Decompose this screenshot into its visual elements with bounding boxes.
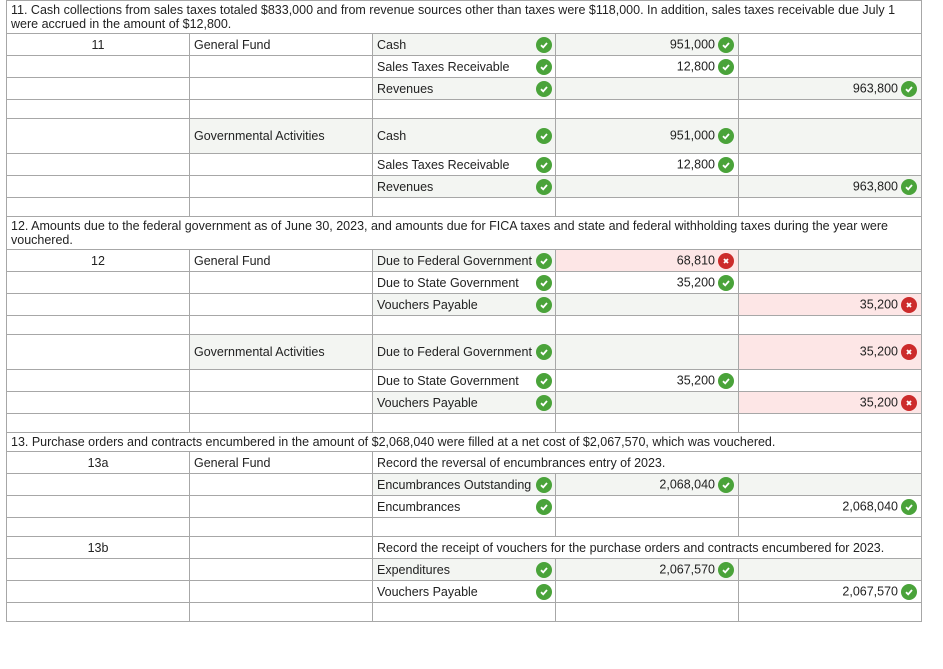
- debit-input[interactable]: [556, 603, 739, 622]
- debit-input[interactable]: [556, 78, 739, 100]
- credit-input[interactable]: [739, 316, 922, 335]
- check-circle-icon: [718, 37, 734, 53]
- empty-cell: [190, 474, 373, 496]
- account-select[interactable]: [373, 581, 556, 603]
- account-select[interactable]: [373, 392, 556, 414]
- empty-cell: [190, 56, 373, 78]
- debit-input[interactable]: [556, 370, 739, 392]
- check-circle-icon: [536, 395, 552, 411]
- debit-input[interactable]: [556, 34, 739, 56]
- credit-value: 35,200: [859, 296, 898, 311]
- empty-cell: [7, 518, 190, 537]
- empty-cell: [7, 154, 190, 176]
- debit-input[interactable]: [556, 581, 739, 603]
- check-circle-icon: [718, 477, 734, 493]
- debit-value: 35,200: [676, 372, 715, 387]
- debit-value: 2,067,570: [659, 561, 715, 576]
- empty-cell: [7, 78, 190, 100]
- account-select[interactable]: [373, 414, 556, 433]
- debit-input[interactable]: [556, 272, 739, 294]
- debit-input[interactable]: [556, 518, 739, 537]
- debit-value: 951,000: [669, 36, 715, 51]
- account-name: Sales Taxes Receivable: [377, 59, 510, 74]
- check-circle-icon: [718, 275, 734, 291]
- account-name: Due to State Government: [377, 275, 519, 290]
- account-name: Vouchers Payable: [377, 395, 478, 410]
- debit-input[interactable]: [556, 100, 739, 119]
- account-name: Due to Federal Government: [377, 345, 532, 359]
- question-12-row: [7, 217, 922, 250]
- account-name: Encumbrances: [377, 499, 461, 514]
- account-select[interactable]: [373, 603, 556, 622]
- account-name: Vouchers Payable: [377, 584, 478, 599]
- empty-cell: [7, 119, 190, 154]
- fund-label: General Fund: [190, 34, 373, 56]
- account-select[interactable]: [373, 474, 556, 496]
- check-circle-icon: [536, 584, 552, 600]
- debit-value: 68,810: [676, 252, 715, 267]
- debit-input[interactable]: [556, 316, 739, 335]
- debit-input[interactable]: [556, 496, 739, 518]
- credit-value: 963,800: [852, 80, 898, 95]
- entry-number: 11: [7, 34, 190, 56]
- credit-input[interactable]: [739, 603, 922, 622]
- account-select[interactable]: [373, 496, 556, 518]
- check-circle-icon: [901, 81, 917, 97]
- fund-label: General Fund: [190, 250, 373, 272]
- fund-label-text: Governmental Activities: [194, 128, 325, 143]
- account-select[interactable]: [373, 250, 556, 272]
- empty-cell: [7, 603, 190, 622]
- empty-cell: [7, 100, 190, 119]
- empty-cell: [7, 335, 190, 370]
- credit-input[interactable]: [739, 370, 922, 392]
- account-select[interactable]: [373, 370, 556, 392]
- debit-input[interactable]: [556, 250, 739, 272]
- check-circle-icon: [536, 128, 552, 144]
- account-select[interactable]: [373, 559, 556, 581]
- empty-cell: [7, 414, 190, 433]
- account-name: Revenues: [377, 179, 434, 194]
- entry-number: 13b: [7, 537, 190, 559]
- empty-cell: [190, 294, 373, 316]
- empty-cell: [7, 581, 190, 603]
- account-select[interactable]: [373, 78, 556, 100]
- account-select[interactable]: [373, 100, 556, 119]
- credit-input[interactable]: [739, 34, 922, 56]
- account-name: Due to Federal Government: [377, 253, 532, 268]
- credit-input[interactable]: [739, 176, 922, 198]
- x-circle-icon: [901, 297, 917, 313]
- question-11-row: [7, 1, 922, 34]
- empty-cell: [190, 392, 373, 414]
- credit-value: 2,067,570: [842, 583, 898, 598]
- account-name: Sales Taxes Receivable: [377, 157, 510, 172]
- empty-cell: [7, 392, 190, 414]
- check-circle-icon: [536, 157, 552, 173]
- account-select[interactable]: [373, 335, 556, 370]
- credit-input[interactable]: [739, 518, 922, 537]
- empty-cell: [190, 414, 373, 433]
- question-11-description: 11. Cash collections from sales taxes totaled $833,000 and from revenue sources other than taxes were $118,000. In addition, sales taxes receivable due July 1 were accrued in the amount of $12,800.: [7, 1, 922, 34]
- empty-cell: [190, 370, 373, 392]
- debit-value: 35,200: [676, 274, 715, 289]
- check-circle-icon: [536, 253, 552, 269]
- debit-input[interactable]: [556, 559, 739, 581]
- empty-cell: [7, 176, 190, 198]
- credit-input[interactable]: [739, 250, 922, 272]
- debit-input[interactable]: [556, 56, 739, 78]
- empty-cell: [190, 198, 373, 217]
- check-circle-icon: [536, 562, 552, 578]
- credit-input[interactable]: [739, 335, 922, 370]
- check-circle-icon: [718, 157, 734, 173]
- empty-cell: [190, 518, 373, 537]
- debit-input[interactable]: [556, 294, 739, 316]
- account-select[interactable]: [373, 198, 556, 217]
- fund-label-text: Governmental Activities: [194, 344, 325, 359]
- fund-label: [190, 335, 373, 370]
- credit-input[interactable]: [739, 559, 922, 581]
- debit-input[interactable]: [556, 176, 739, 198]
- credit-input[interactable]: [739, 581, 922, 603]
- account-select[interactable]: [373, 294, 556, 316]
- check-circle-icon: [536, 37, 552, 53]
- question-13-row: [7, 433, 922, 452]
- credit-input[interactable]: [739, 272, 922, 294]
- empty-cell: [190, 581, 373, 603]
- debit-value: 12,800: [676, 156, 715, 171]
- empty-cell: [7, 198, 190, 217]
- entry-note: Record the reversal of encumbrances entry of 2023.: [373, 452, 922, 474]
- debit-input[interactable]: [556, 335, 739, 370]
- empty-cell: [7, 370, 190, 392]
- check-circle-icon: [718, 128, 734, 144]
- check-circle-icon: [718, 59, 734, 75]
- check-circle-icon: [536, 477, 552, 493]
- empty-cell: [7, 294, 190, 316]
- credit-value: 2,068,040: [842, 498, 898, 513]
- check-circle-icon: [536, 344, 552, 360]
- empty-cell: [7, 316, 190, 335]
- check-circle-icon: [536, 59, 552, 75]
- question-12-description: 12. Amounts due to the federal government as of June 30, 2023, and amounts due for FICA taxes and state and federal withholding taxes during the year were vouchered.: [7, 217, 922, 250]
- credit-input[interactable]: [739, 56, 922, 78]
- credit-input[interactable]: [739, 294, 922, 316]
- entry-number: 12: [7, 250, 190, 272]
- x-circle-icon: [718, 253, 734, 269]
- credit-input[interactable]: [739, 154, 922, 176]
- credit-input[interactable]: [739, 392, 922, 414]
- check-circle-icon: [536, 81, 552, 97]
- account-name: Revenues: [377, 81, 434, 96]
- credit-value: 35,200: [859, 344, 898, 359]
- empty-cell: [7, 474, 190, 496]
- account-name: Vouchers Payable: [377, 297, 478, 312]
- check-circle-icon: [536, 499, 552, 515]
- empty-cell: [7, 496, 190, 518]
- credit-input[interactable]: [739, 414, 922, 433]
- empty-cell: [7, 272, 190, 294]
- debit-input[interactable]: [556, 154, 739, 176]
- debit-input[interactable]: [556, 119, 739, 154]
- empty-cell: [190, 559, 373, 581]
- credit-value: 963,800: [852, 178, 898, 193]
- x-circle-icon: [901, 395, 917, 411]
- check-circle-icon: [536, 275, 552, 291]
- check-circle-icon: [536, 179, 552, 195]
- empty-cell: [190, 154, 373, 176]
- question-13-description: 13. Purchase orders and contracts encumbered in the amount of $2,068,040 were filled at a net cost of $2,067,570, which was vouchered.: [7, 433, 922, 452]
- check-circle-icon: [901, 499, 917, 515]
- empty-cell: [190, 537, 373, 559]
- account-select[interactable]: [373, 56, 556, 78]
- account-name: Expenditures: [377, 562, 450, 577]
- credit-input[interactable]: [739, 119, 922, 154]
- account-name: Cash: [377, 129, 407, 143]
- journal-entry-table: [6, 0, 922, 622]
- account-select[interactable]: [373, 518, 556, 537]
- fund-label: General Fund: [190, 452, 373, 474]
- empty-cell: [7, 559, 190, 581]
- debit-input[interactable]: [556, 198, 739, 217]
- account-select[interactable]: [373, 316, 556, 335]
- account-select[interactable]: [373, 272, 556, 294]
- credit-value: 35,200: [859, 394, 898, 409]
- debit-input[interactable]: [556, 392, 739, 414]
- check-circle-icon: [718, 373, 734, 389]
- empty-cell: [190, 100, 373, 119]
- credit-input[interactable]: [739, 198, 922, 217]
- debit-input[interactable]: [556, 414, 739, 433]
- empty-cell: [190, 272, 373, 294]
- account-select[interactable]: [373, 154, 556, 176]
- empty-cell: [7, 56, 190, 78]
- check-circle-icon: [901, 179, 917, 195]
- check-circle-icon: [718, 562, 734, 578]
- debit-value: 951,000: [669, 128, 715, 143]
- account-select[interactable]: [373, 176, 556, 198]
- check-circle-icon: [901, 584, 917, 600]
- entry-number: 13a: [7, 452, 190, 474]
- credit-input[interactable]: [739, 474, 922, 496]
- account-name: Encumbrances Outstanding: [377, 477, 532, 492]
- credit-input[interactable]: [739, 100, 922, 119]
- credit-input[interactable]: [739, 78, 922, 100]
- debit-value: 12,800: [676, 58, 715, 73]
- account-name: Due to State Government: [377, 373, 519, 388]
- account-select[interactable]: [373, 34, 556, 56]
- credit-input[interactable]: [739, 496, 922, 518]
- empty-cell: [190, 496, 373, 518]
- debit-value: 2,068,040: [659, 476, 715, 491]
- account-select[interactable]: [373, 119, 556, 154]
- check-circle-icon: [536, 297, 552, 313]
- fund-label: [190, 119, 373, 154]
- empty-cell: [190, 316, 373, 335]
- account-name: Cash: [377, 37, 407, 52]
- empty-cell: [190, 78, 373, 100]
- x-circle-icon: [901, 344, 917, 360]
- entry-note: Record the receipt of vouchers for the purchase orders and contracts encumbered for 2023.: [373, 537, 922, 559]
- empty-cell: [190, 176, 373, 198]
- empty-cell: [190, 603, 373, 622]
- check-circle-icon: [536, 373, 552, 389]
- debit-input[interactable]: [556, 474, 739, 496]
